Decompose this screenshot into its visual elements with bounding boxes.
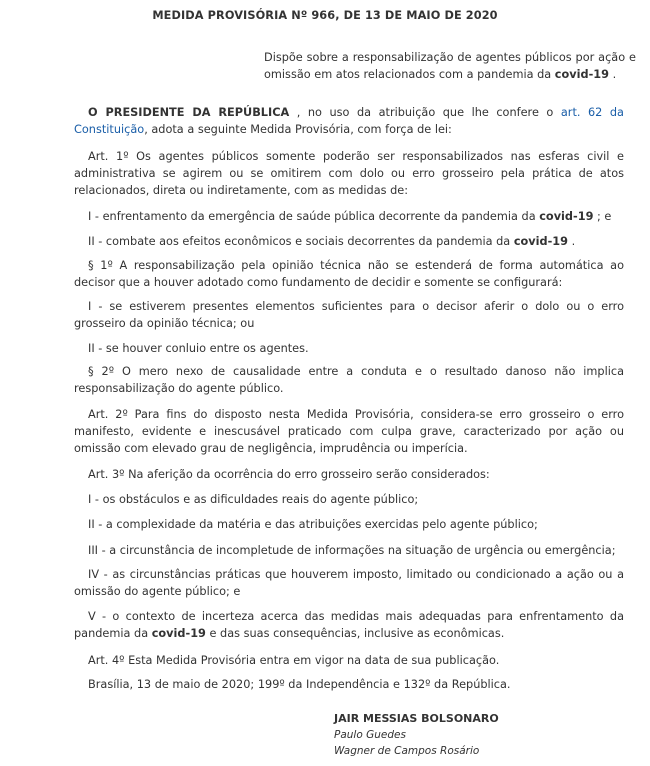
preamble-text: , no uso da atribuição que lhe confere o bbox=[289, 106, 561, 119]
art3-inciso-1: I - os obstáculos e as dificuldades reais do agente público; bbox=[88, 493, 419, 506]
art1-par1-inciso-2: II - se houver conluio entre os agentes. bbox=[88, 342, 309, 355]
art1-inciso-1-text: I - enfrentamento da emergência de saúde pública decorrente da pandemia da bbox=[88, 210, 540, 223]
art3-inciso-5 bbox=[74, 608, 624, 642]
art3-inciso-2: II - a complexidade da matéria e das atribuições exercidas pelo agente público; bbox=[88, 518, 538, 531]
art1-inciso-2 bbox=[74, 233, 624, 250]
art3-inciso-5-text: V - o contexto de incerteza acerca das medidas mais adequadas para enfrentamento da pandemia da bbox=[74, 610, 624, 640]
art4: Art. 4º Esta Medida Provisória entra em vigor na data de sua publicação. bbox=[88, 654, 500, 667]
ementa-end: . bbox=[609, 68, 617, 81]
art3-inciso-5-covid: covid-19 bbox=[151, 627, 206, 640]
art1-par1-inciso-1: I - se estiverem presentes elementos suficientes para o decisor aferir o dolo ou o erro grosseiro da opinião técnica; ou bbox=[74, 300, 624, 330]
art1-inciso-1 bbox=[74, 208, 624, 225]
art1-caput: Art. 1º Os agentes públicos somente poderão ser responsabilizados nas esferas civil e administrativa se agirem ou se omitirem com dolo ou erro grosseiro pela prática de atos relacionados, direta ou indiretamente, com as medidas de: bbox=[74, 150, 624, 197]
ementa bbox=[264, 49, 636, 83]
constitution-link[interactable]: art. 62 da Constituição bbox=[74, 106, 624, 136]
art3-inciso-3: III - a circunstância de incompletude de informações na situação de urgência ou emergência; bbox=[88, 544, 616, 557]
art3-inciso-5-end: e das suas consequências, inclusive as econômicas. bbox=[205, 627, 505, 640]
art1-inciso-1-end: ; e bbox=[593, 210, 612, 223]
signature-minister-1: Paulo Guedes bbox=[334, 729, 406, 741]
art3-caput: Art. 3º Na aferição da ocorrência do erro grosseiro serão considerados: bbox=[88, 468, 490, 481]
preamble-president: O PRESIDENTE DA REPÚBLICA bbox=[88, 106, 290, 119]
closing-date: Brasília, 13 de maio de 2020; 199º da Independência e 132º da República. bbox=[88, 678, 511, 691]
ementa-covid: covid-19 bbox=[554, 68, 609, 81]
signature-minister-2: Wagner de Campos Rosário bbox=[334, 745, 480, 757]
art3-inciso-4: IV - as circunstâncias práticas que houverem imposto, limitado ou condicionado a ação ou a omissão do agente público; e bbox=[74, 568, 624, 598]
signature-block bbox=[334, 711, 499, 759]
art1-inciso-2-text: II - combate aos efeitos econômicos e sociais decorrentes da pandemia da bbox=[88, 235, 514, 248]
signature-president: JAIR MESSIAS BOLSONARO bbox=[334, 712, 499, 725]
preamble bbox=[74, 104, 624, 138]
art1-paragraph-1: § 1º A responsabilização pela opinião técnica não se estenderá de forma automática ao decisor que a houver adotado como fundamento de decidir e somente se configurará: bbox=[74, 259, 624, 289]
art1-paragraph-2: § 2º O mero nexo de causalidade entre a conduta e o resultado danoso não implica responsabilização do agente público. bbox=[74, 365, 624, 395]
document-title: MEDIDA PROVISÓRIA Nº 966, DE 13 DE MAIO DE 2020 bbox=[152, 9, 498, 22]
art1-inciso-1-covid: covid-19 bbox=[539, 210, 594, 223]
preamble-text-end: , adota a seguinte Medida Provisória, com força de lei: bbox=[144, 123, 452, 136]
art1-inciso-2-end: . bbox=[568, 235, 576, 248]
art1-inciso-2-covid: covid-19 bbox=[513, 235, 569, 248]
ementa-text: Dispõe sobre a responsabilização de agentes públicos por ação e omissão em atos relacionados com a pandemia da bbox=[264, 51, 636, 81]
art2: Art. 2º Para fins do disposto nesta Medida Provisória, considera-se erro grosseiro o erro manifesto, evidente e inescusável praticado com culpa grave, caracterizado por ação ou omissão com elevado grau de negligência, imprudência ou imperícia. bbox=[74, 408, 624, 455]
